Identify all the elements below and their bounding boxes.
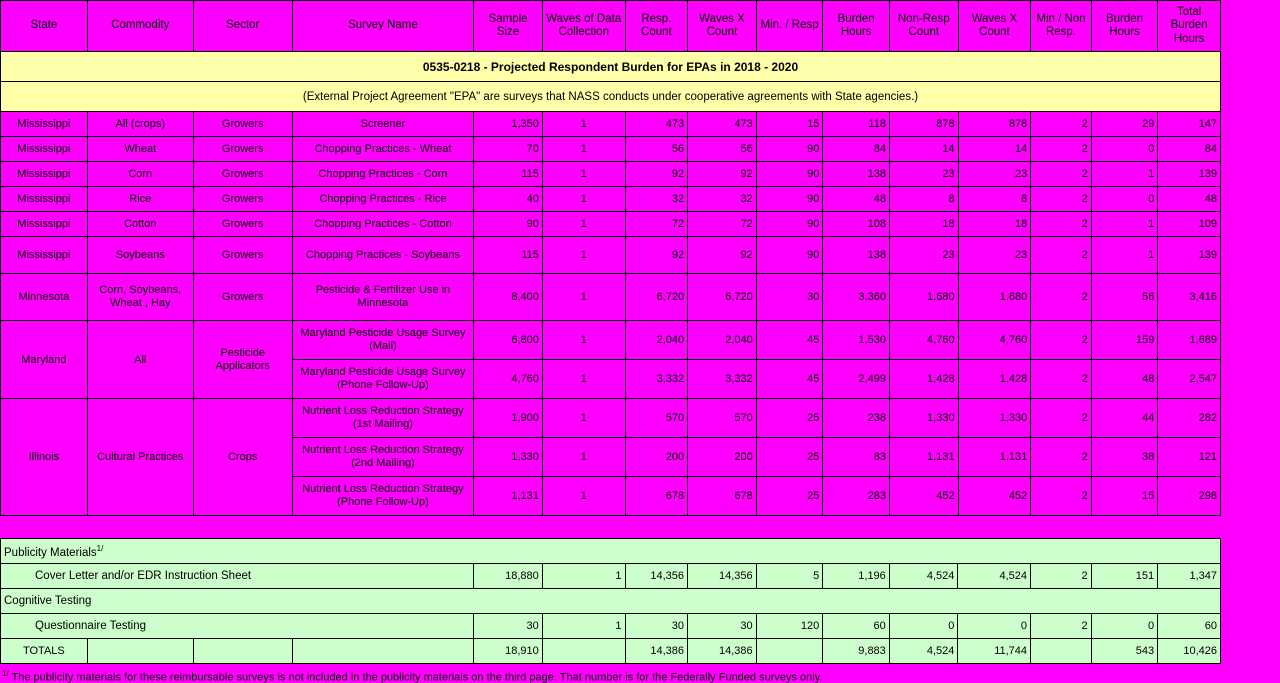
col-sample-size: Sample Size xyxy=(474,1,543,52)
cell-burden-hours: 83 xyxy=(823,438,890,477)
cell-state: Mississippi xyxy=(1,187,88,212)
cell-nonresp-count: 23 xyxy=(889,162,958,187)
cell-min-per-resp xyxy=(756,639,823,664)
col-sector: Sector xyxy=(193,1,292,52)
cell-burden-hours: 2,499 xyxy=(823,360,890,399)
cell-burden-hours: 138 xyxy=(823,237,890,274)
cell-waves: 1 xyxy=(542,137,625,162)
cell-nonresp-waves-x-count: 452 xyxy=(958,477,1031,516)
cell-waves-x-count: 92 xyxy=(688,237,757,274)
cell-nonresp-burden-hours: 29 xyxy=(1091,112,1158,137)
cell-min-per-nonresp: 2 xyxy=(1031,360,1092,399)
cell-waves-x-count: 2,040 xyxy=(688,321,757,360)
cell-survey: Nutrient Loss Reduction Strategy (Phone Follow-Up) xyxy=(292,477,474,516)
page-title: 0535-0218 - Projected Respondent Burden for EPAs in 2018 - 2020 xyxy=(1,52,1221,82)
cell-nonresp-burden-hours: 1 xyxy=(1091,162,1158,187)
cell-min-per-resp: 25 xyxy=(756,399,823,438)
cell-waves: 1 xyxy=(542,614,625,639)
cell-min-per-resp: 90 xyxy=(756,237,823,274)
cell-sector: Pesticide Applicators xyxy=(193,321,292,399)
cell-total-burden-hours: 139 xyxy=(1158,162,1221,187)
table-row xyxy=(1,187,1221,212)
cell-sample-size: 115 xyxy=(474,162,543,187)
cell-nonresp-burden-hours: 38 xyxy=(1091,438,1158,477)
cell-min-per-nonresp: 2 xyxy=(1031,438,1092,477)
cell-sector: Growers xyxy=(193,212,292,237)
cell-sector: Crops xyxy=(193,399,292,516)
footnote-text: The publicity materials for these reimbursable surveys is not included in the publicity materials on the third page. That number is for the Federally Funded surveys only. xyxy=(11,671,823,683)
cell-nonresp-waves-x-count: 4,760 xyxy=(958,321,1031,360)
cell-nonresp-burden-hours: 543 xyxy=(1091,639,1158,664)
cognitive-testing-row xyxy=(1,614,1221,639)
cell-totals-blank-3 xyxy=(292,639,474,664)
table-row xyxy=(1,212,1221,237)
cell-waves: 1 xyxy=(542,438,625,477)
cell-publicity-label: Cover Letter and/or EDR Instruction Sheet xyxy=(1,564,474,589)
cell-totals-blank-1 xyxy=(87,639,193,664)
cell-commodity: Corn, Soybeans, Wheat , Hay xyxy=(87,274,193,321)
cell-total-burden-hours: 60 xyxy=(1158,614,1221,639)
cell-waves-x-count: 92 xyxy=(688,162,757,187)
cell-total-burden-hours: 3,416 xyxy=(1158,274,1221,321)
cell-burden-hours: 138 xyxy=(823,162,890,187)
cell-total-burden-hours: 48 xyxy=(1158,187,1221,212)
cell-state: Maryland xyxy=(1,321,88,399)
cell-waves: 1 xyxy=(542,321,625,360)
col-resp-count: Resp. Count xyxy=(625,1,688,52)
cell-waves xyxy=(542,639,625,664)
cell-sector: Growers xyxy=(193,112,292,137)
col-nonresp-waves-x-count: Waves X Count xyxy=(958,1,1031,52)
table-row xyxy=(1,274,1221,321)
cell-min-per-nonresp: 2 xyxy=(1031,137,1092,162)
cell-nonresp-count: 4,760 xyxy=(889,321,958,360)
cell-survey: Nutrient Loss Reduction Strategy (2nd Mailing) xyxy=(292,438,474,477)
cell-survey: Screener xyxy=(292,112,474,137)
cell-nonresp-burden-hours: 48 xyxy=(1091,360,1158,399)
cell-nonresp-count: 1,131 xyxy=(889,438,958,477)
cell-burden-hours: 9,883 xyxy=(823,639,890,664)
cell-nonresp-waves-x-count: 1,131 xyxy=(958,438,1031,477)
cell-cognitive-label: Questionnaire Testing xyxy=(1,614,474,639)
cell-commodity: Cotton xyxy=(87,212,193,237)
cell-sample-size: 1,131 xyxy=(474,477,543,516)
cell-state: Mississippi xyxy=(1,112,88,137)
cell-nonresp-waves-x-count: 23 xyxy=(958,237,1031,274)
cell-waves-x-count: 6,720 xyxy=(688,274,757,321)
col-min-per-resp: Min. / Resp xyxy=(756,1,823,52)
col-nonresp-burden-hours: Burden Hours xyxy=(1091,1,1158,52)
cell-nonresp-waves-x-count: 1,428 xyxy=(958,360,1031,399)
cell-total-burden-hours: 139 xyxy=(1158,237,1221,274)
col-burden-hours: Burden Hours xyxy=(823,1,890,52)
cell-totals-blank-2 xyxy=(193,639,292,664)
table-row xyxy=(1,112,1221,137)
cell-waves-x-count: 32 xyxy=(688,187,757,212)
cell-waves: 1 xyxy=(542,187,625,212)
cell-burden-hours: 283 xyxy=(823,477,890,516)
cell-min-per-nonresp: 2 xyxy=(1031,112,1092,137)
cell-burden-hours: 84 xyxy=(823,137,890,162)
cell-waves: 1 xyxy=(542,112,625,137)
table-row xyxy=(1,137,1221,162)
cell-waves-x-count: 570 xyxy=(688,399,757,438)
cell-sample-size: 90 xyxy=(474,212,543,237)
cell-waves: 1 xyxy=(542,274,625,321)
cell-total-burden-hours: 1,689 xyxy=(1158,321,1221,360)
cell-state: Illinois xyxy=(1,399,88,516)
cell-burden-hours: 118 xyxy=(823,112,890,137)
cell-burden-hours: 108 xyxy=(823,212,890,237)
cell-nonresp-waves-x-count: 1,680 xyxy=(958,274,1031,321)
cell-min-per-nonresp: 2 xyxy=(1031,274,1092,321)
cell-nonresp-count: 14 xyxy=(889,137,958,162)
cell-resp-count: 92 xyxy=(625,237,688,274)
cell-resp-count: 3,332 xyxy=(625,360,688,399)
cell-nonresp-burden-hours: 0 xyxy=(1091,187,1158,212)
cell-min-per-resp: 25 xyxy=(756,477,823,516)
cell-resp-count: 72 xyxy=(625,212,688,237)
cell-min-per-nonresp: 2 xyxy=(1031,212,1092,237)
cell-min-per-nonresp: 2 xyxy=(1031,614,1092,639)
cell-min-per-resp: 15 xyxy=(756,112,823,137)
footnote-marker-text: 1/ xyxy=(2,669,9,678)
cell-min-per-resp: 90 xyxy=(756,162,823,187)
table-row xyxy=(1,399,1221,438)
cell-nonresp-burden-hours: 159 xyxy=(1091,321,1158,360)
cell-nonresp-count: 4,524 xyxy=(889,564,958,589)
cell-resp-count: 30 xyxy=(625,614,688,639)
cell-total-burden-hours: 121 xyxy=(1158,438,1221,477)
cell-min-per-nonresp: 2 xyxy=(1031,321,1092,360)
cell-nonresp-count: 8 xyxy=(889,187,958,212)
table-subtitle-row xyxy=(1,82,1221,112)
page-subtitle: (External Project Agreement "EPA" are surveys that NASS conducts under cooperative agreements with State agencies.) xyxy=(1,82,1221,112)
cell-nonresp-burden-hours: 44 xyxy=(1091,399,1158,438)
col-survey-name: Survey Name xyxy=(292,1,474,52)
cell-waves-x-count: 14,386 xyxy=(688,639,757,664)
cell-waves: 1 xyxy=(542,399,625,438)
cell-nonresp-waves-x-count: 1,330 xyxy=(958,399,1031,438)
cell-min-per-resp: 90 xyxy=(756,187,823,212)
col-waves-of-data-collection: Waves of Data Collection xyxy=(542,1,625,52)
table-title-row xyxy=(1,52,1221,82)
cell-sector: Growers xyxy=(193,137,292,162)
cell-sample-size: 6,800 xyxy=(474,321,543,360)
cell-total-burden-hours: 84 xyxy=(1158,137,1221,162)
cell-min-per-resp: 90 xyxy=(756,212,823,237)
cell-nonresp-count: 452 xyxy=(889,477,958,516)
col-waves-x-count: Waves X Count xyxy=(688,1,757,52)
cell-nonresp-waves-x-count: 4,524 xyxy=(958,564,1031,589)
cell-survey: Maryland Pesticide Usage Survey (Phone Follow-Up) xyxy=(292,360,474,399)
table-row xyxy=(1,237,1221,274)
cell-waves-x-count: 200 xyxy=(688,438,757,477)
cell-nonresp-burden-hours: 0 xyxy=(1091,137,1158,162)
summary-table xyxy=(0,538,1221,664)
cell-sample-size: 1,330 xyxy=(474,438,543,477)
cell-nonresp-burden-hours: 56 xyxy=(1091,274,1158,321)
cell-min-per-nonresp: 2 xyxy=(1031,237,1092,274)
cell-nonresp-count: 4,524 xyxy=(889,639,958,664)
cell-sample-size: 115 xyxy=(474,237,543,274)
cell-nonresp-burden-hours: 15 xyxy=(1091,477,1158,516)
cell-resp-count: 14,356 xyxy=(625,564,688,589)
publicity-label-text: Publicity Materials xyxy=(4,546,97,559)
cell-total-burden-hours: 2,547 xyxy=(1158,360,1221,399)
publicity-materials-header-row xyxy=(1,539,1221,564)
cell-nonresp-waves-x-count: 18 xyxy=(958,212,1031,237)
cell-nonresp-count: 0 xyxy=(889,614,958,639)
cell-nonresp-waves-x-count: 0 xyxy=(958,614,1031,639)
cognitive-testing-header-row xyxy=(1,589,1221,614)
cell-survey: Chopping Practices - Rice xyxy=(292,187,474,212)
cell-waves-x-count: 678 xyxy=(688,477,757,516)
cell-nonresp-count: 1,330 xyxy=(889,399,958,438)
cell-min-per-nonresp: 2 xyxy=(1031,477,1092,516)
cell-sector: Growers xyxy=(193,162,292,187)
cell-sector: Growers xyxy=(193,237,292,274)
column-header-row xyxy=(1,1,1221,52)
cell-totals-label: TOTALS xyxy=(1,639,88,664)
cell-total-burden-hours: 109 xyxy=(1158,212,1221,237)
cell-waves-x-count: 473 xyxy=(688,112,757,137)
cell-sector: Growers xyxy=(193,274,292,321)
cell-nonresp-waves-x-count: 14 xyxy=(958,137,1031,162)
cell-total-burden-hours: 10,426 xyxy=(1158,639,1221,664)
cell-min-per-resp: 45 xyxy=(756,360,823,399)
cell-min-per-nonresp: 2 xyxy=(1031,399,1092,438)
cell-waves: 1 xyxy=(542,162,625,187)
cell-waves-x-count: 14,356 xyxy=(688,564,757,589)
cell-nonresp-count: 18 xyxy=(889,212,958,237)
cell-min-per-nonresp xyxy=(1031,639,1092,664)
publicity-materials-label xyxy=(1,539,1221,564)
cell-sample-size: 18,910 xyxy=(474,639,543,664)
cell-total-burden-hours: 298 xyxy=(1158,477,1221,516)
cell-resp-count: 56 xyxy=(625,137,688,162)
cell-waves-x-count: 30 xyxy=(688,614,757,639)
cell-total-burden-hours: 1,347 xyxy=(1158,564,1221,589)
cell-waves-x-count: 3,332 xyxy=(688,360,757,399)
cell-min-per-resp: 120 xyxy=(756,614,823,639)
cell-commodity: Cultural Practices xyxy=(87,399,193,516)
cell-nonresp-waves-x-count: 8 xyxy=(958,187,1031,212)
cell-total-burden-hours: 147 xyxy=(1158,112,1221,137)
cell-survey: Chopping Practices - Wheat xyxy=(292,137,474,162)
cell-resp-count: 200 xyxy=(625,438,688,477)
cell-sample-size: 1,350 xyxy=(474,112,543,137)
cell-commodity: Wheat xyxy=(87,137,193,162)
cell-nonresp-waves-x-count: 11,744 xyxy=(958,639,1031,664)
cell-resp-count: 570 xyxy=(625,399,688,438)
cell-resp-count: 6,720 xyxy=(625,274,688,321)
cell-resp-count: 473 xyxy=(625,112,688,137)
cell-sample-size: 30 xyxy=(474,614,543,639)
cell-commodity: Rice xyxy=(87,187,193,212)
cell-sector: Growers xyxy=(193,187,292,212)
cell-burden-hours: 238 xyxy=(823,399,890,438)
col-nonresp-count: Non-Resp Count xyxy=(889,1,958,52)
publicity-materials-row xyxy=(1,564,1221,589)
burden-table-body xyxy=(1,112,1221,516)
cell-state: Mississippi xyxy=(1,162,88,187)
cell-state: Mississippi xyxy=(1,212,88,237)
cell-commodity: All xyxy=(87,321,193,399)
cell-nonresp-waves-x-count: 23 xyxy=(958,162,1031,187)
cell-total-burden-hours: 282 xyxy=(1158,399,1221,438)
col-min-per-nonresp: Min / Non Resp. xyxy=(1031,1,1092,52)
cell-resp-count: 678 xyxy=(625,477,688,516)
cell-min-per-resp: 30 xyxy=(756,274,823,321)
cell-resp-count: 32 xyxy=(625,187,688,212)
col-total-burden-hours: Total Burden Hours xyxy=(1158,1,1221,52)
cell-sample-size: 40 xyxy=(474,187,543,212)
cell-min-per-nonresp: 2 xyxy=(1031,162,1092,187)
cell-nonresp-waves-x-count: 878 xyxy=(958,112,1031,137)
cell-survey: Maryland Pesticide Usage Survey (Mail) xyxy=(292,321,474,360)
cell-min-per-resp: 5 xyxy=(756,564,823,589)
cell-waves: 1 xyxy=(542,360,625,399)
cell-nonresp-count: 23 xyxy=(889,237,958,274)
footnote xyxy=(0,668,1221,683)
cell-nonresp-burden-hours: 151 xyxy=(1091,564,1158,589)
cell-waves-x-count: 72 xyxy=(688,212,757,237)
cell-survey: Chopping Practices - Soybeans xyxy=(292,237,474,274)
cell-resp-count: 92 xyxy=(625,162,688,187)
cell-sample-size: 18,880 xyxy=(474,564,543,589)
cell-burden-hours: 48 xyxy=(823,187,890,212)
cell-burden-hours: 1,196 xyxy=(823,564,890,589)
cell-commodity: Soybeans xyxy=(87,237,193,274)
cell-state: Minnesota xyxy=(1,274,88,321)
cell-resp-count: 2,040 xyxy=(625,321,688,360)
cell-resp-count: 14,386 xyxy=(625,639,688,664)
cell-survey: Nutrient Loss Reduction Strategy (1st Mailing) xyxy=(292,399,474,438)
cell-waves: 1 xyxy=(542,564,625,589)
cell-survey: Pesticide & Fertilizer Use in Minnesota xyxy=(292,274,474,321)
cell-state: Mississippi xyxy=(1,137,88,162)
cell-waves: 1 xyxy=(542,237,625,274)
cell-nonresp-count: 878 xyxy=(889,112,958,137)
table-row xyxy=(1,162,1221,187)
cell-min-per-resp: 45 xyxy=(756,321,823,360)
cell-min-per-nonresp: 2 xyxy=(1031,187,1092,212)
cell-min-per-resp: 90 xyxy=(756,137,823,162)
cell-nonresp-count: 1,680 xyxy=(889,274,958,321)
cell-nonresp-burden-hours: 0 xyxy=(1091,614,1158,639)
cell-commodity: Corn xyxy=(87,162,193,187)
totals-row xyxy=(1,639,1221,664)
cell-burden-hours: 60 xyxy=(823,614,890,639)
cell-waves: 1 xyxy=(542,212,625,237)
cell-nonresp-burden-hours: 1 xyxy=(1091,237,1158,274)
cell-sample-size: 4,760 xyxy=(474,360,543,399)
cell-burden-hours: 3,360 xyxy=(823,274,890,321)
cell-commodity: All (crops) xyxy=(87,112,193,137)
cell-nonresp-count: 1,428 xyxy=(889,360,958,399)
cell-state: Mississippi xyxy=(1,237,88,274)
col-commodity: Commodity xyxy=(87,1,193,52)
cell-survey: Chopping Practices - Cotton xyxy=(292,212,474,237)
cell-min-per-resp: 25 xyxy=(756,438,823,477)
cell-waves-x-count: 56 xyxy=(688,137,757,162)
cell-burden-hours: 1,530 xyxy=(823,321,890,360)
cell-sample-size: 70 xyxy=(474,137,543,162)
cell-min-per-nonresp: 2 xyxy=(1031,564,1092,589)
cell-nonresp-burden-hours: 1 xyxy=(1091,212,1158,237)
cell-sample-size: 1,900 xyxy=(474,399,543,438)
cognitive-testing-label: Cognitive Testing xyxy=(1,589,1221,614)
cell-survey: Chopping Practices - Corn xyxy=(292,162,474,187)
cell-waves: 1 xyxy=(542,477,625,516)
col-state: State xyxy=(1,1,88,52)
footnote-marker: 1/ xyxy=(96,543,104,553)
cell-sample-size: 8,400 xyxy=(474,274,543,321)
table-row xyxy=(1,321,1221,360)
